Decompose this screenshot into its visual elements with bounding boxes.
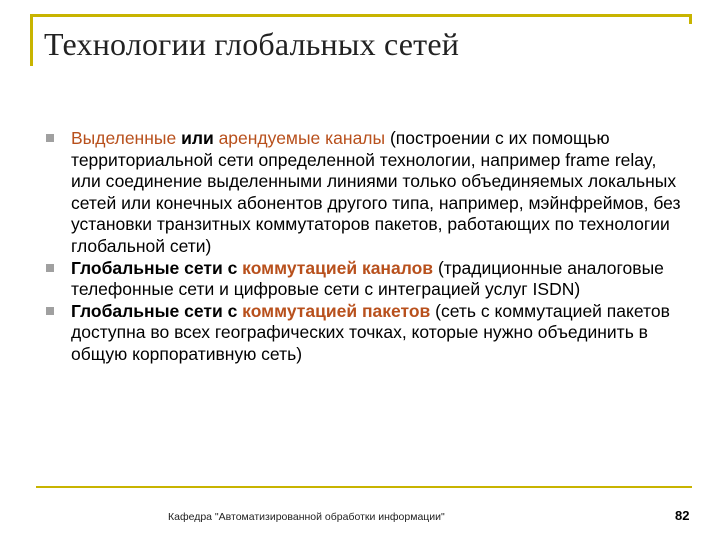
item-heading: Глобальные сети с [71, 300, 243, 321]
item-description: (построении с их помощью территориальной сети определенной технологии, например frame relay, или соединение выделенными линиями только объединяемых локальных сетей или конечных абонентов другого типа, например, мэйнфреймов, без установки транзитных коммутаторов пакетов, работающих по технологии глобальной сети) [71, 128, 681, 256]
list-item [44, 128, 689, 258]
term-circuit-switching: коммутацией каналов [242, 257, 434, 278]
title-frame-top [30, 14, 692, 17]
page-number: 82 [675, 508, 690, 523]
title-frame-left [30, 14, 33, 66]
list-item [44, 258, 689, 301]
square-bullet-icon [46, 134, 54, 142]
item-description: (традиционные аналоговые телефонные сети и цифровые сети с интеграцией услуг ISDN) [71, 257, 664, 300]
title-frame-right [689, 14, 692, 24]
slide-title: Технологии глобальных сетей [44, 26, 460, 62]
square-bullet-icon [46, 264, 54, 272]
term-packet-switching: коммутацией пакетов [242, 300, 431, 321]
list-item [44, 301, 689, 366]
bullet-list [44, 128, 689, 366]
footer-divider [36, 486, 692, 488]
footer-department: Кафедра "Автоматизированной обработки информации" [168, 511, 445, 523]
conjunction: или [176, 128, 219, 148]
square-bullet-icon [46, 307, 54, 315]
item-heading: Глобальные сети с [71, 257, 243, 278]
term-dedicated: Выделенные [71, 128, 177, 148]
item-description: (сеть с коммутацией пакетов доступна во всех географических точках, которые нужно объединить в общую корпоративную сеть) [71, 300, 670, 364]
term-leased-channels: арендуемые каналы [218, 128, 386, 148]
